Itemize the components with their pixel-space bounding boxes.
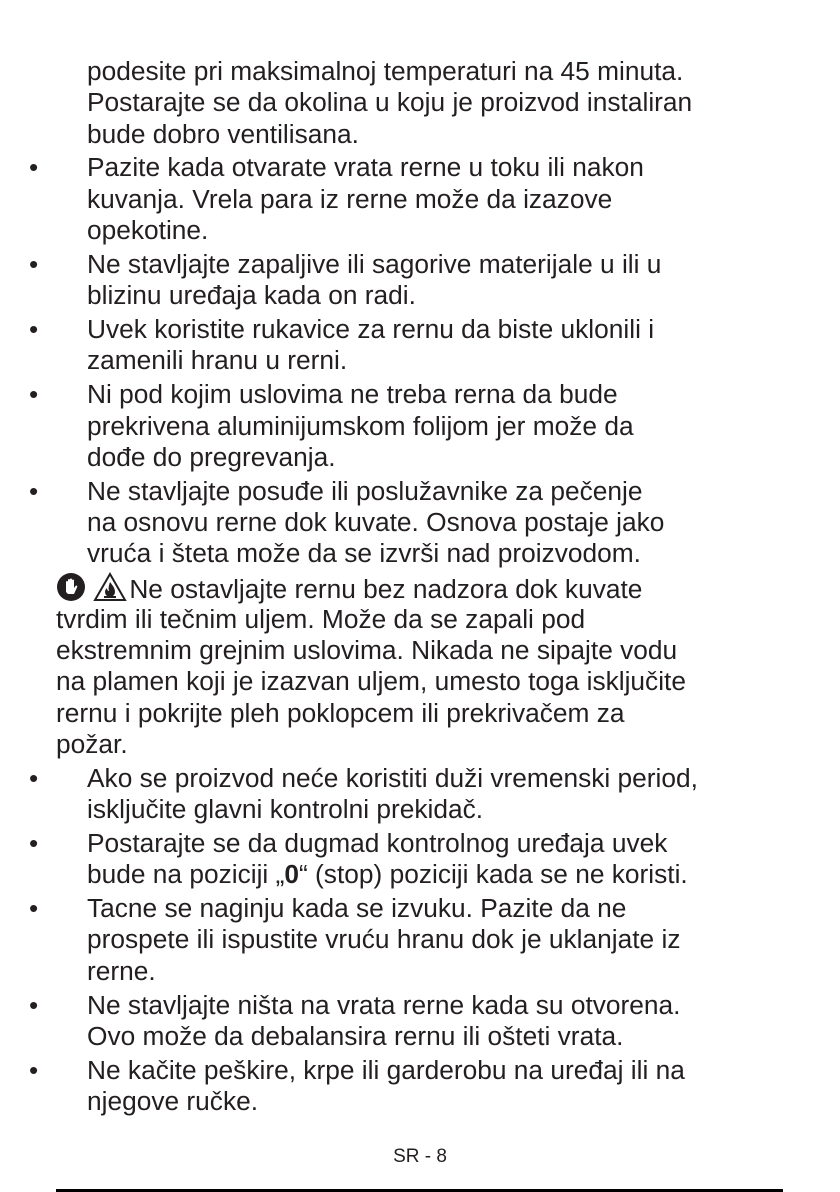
text-line: blizinu uređaja kada on radi. bbox=[87, 280, 416, 311]
bullet-marker: • bbox=[29, 893, 39, 924]
bullet-marker: • bbox=[29, 152, 39, 183]
list-item bbox=[0, 893, 840, 987]
list-item bbox=[0, 314, 840, 377]
text-line: na osnovu rerne dok kuvate. Osnova postaje jako bbox=[87, 507, 665, 538]
bullet-marker: • bbox=[29, 314, 39, 345]
text-line: požar. bbox=[56, 728, 128, 759]
text-line: njegove ručke. bbox=[87, 1086, 259, 1117]
text-line: prekrivena aluminijumskom folijom jer može da bbox=[87, 410, 634, 441]
text-line: rernu i pokrijte pleh poklopcem ili prekrivačem za bbox=[56, 697, 625, 728]
bullet-marker: • bbox=[29, 248, 39, 279]
text-line: Ni pod kojim uslovima ne treba rerna da bude bbox=[87, 379, 618, 410]
text-line: Ne kačite peškire, krpe ili garderobu na uređaj ili na bbox=[87, 1054, 685, 1085]
text-line: vruća i šteta može da se izvrši nad proizvodom. bbox=[87, 538, 641, 569]
list-item bbox=[0, 990, 840, 1053]
text-line: podesite pri maksimalnoj temperaturi na 45 minuta. bbox=[87, 56, 684, 86]
bullet-marker: • bbox=[29, 1054, 39, 1085]
text-line: prospete ili ispustite vruću hranu dok je uklanjate iz bbox=[87, 924, 681, 955]
list-item bbox=[0, 249, 840, 312]
text-line: Ne stavljajte zapaljive ili sagorive materijale u ili u bbox=[87, 248, 662, 279]
text-line: Ne stavljajte ništa na vrata rerne kada su otvorena. bbox=[87, 989, 681, 1020]
text-line bbox=[0, 859, 840, 890]
list-item bbox=[0, 763, 840, 826]
text-line: Ako se proizvod neće koristiti duži vremenski period, bbox=[87, 762, 698, 793]
text-line: opekotine. bbox=[87, 215, 209, 246]
text-line: na plamen koji je izazvan uljem, umesto toga isključite bbox=[56, 666, 686, 697]
warning-paragraph bbox=[0, 572, 840, 760]
page-number: SR - 8 bbox=[393, 1146, 447, 1167]
bullet-marker: • bbox=[29, 827, 39, 858]
list-item bbox=[0, 1055, 840, 1118]
bullet-marker: • bbox=[29, 379, 39, 410]
text-line: isključite glavni kontrolni prekidač. bbox=[87, 793, 484, 824]
text-line: bude dobro ventilisana. bbox=[87, 118, 359, 149]
text-line: Postarajte se da dugmad kontrolnog uređaja uvek bbox=[87, 827, 668, 858]
bullet-marker: • bbox=[29, 762, 39, 793]
bullet-marker: • bbox=[29, 989, 39, 1020]
document-body bbox=[0, 56, 840, 1117]
list-item bbox=[0, 379, 840, 473]
bullet-marker: • bbox=[29, 475, 39, 506]
hand-stop-icon bbox=[56, 572, 86, 602]
text-line: Ne stavljajte posuđe ili poslužavnike za pečenje bbox=[87, 475, 643, 506]
list-item bbox=[0, 828, 840, 891]
text-line: Pazite kada otvarate vrata rerne u toku ili nakon bbox=[87, 152, 644, 183]
list-item bbox=[0, 152, 840, 246]
text-line: rerne. bbox=[87, 955, 156, 986]
bullet-list bbox=[0, 763, 840, 1118]
text-segment: “ (stop) poziciji kada se ne koristi. bbox=[298, 859, 688, 890]
text-line: tvrdim ili tečnim uljem. Može da se zapali pod bbox=[56, 603, 586, 634]
text-line: Tacne se naginju kada se izvuku. Pazite da ne bbox=[87, 893, 627, 924]
bullet-list bbox=[0, 152, 840, 569]
text-line: dođe do pregrevanja. bbox=[87, 441, 336, 472]
text-line: ekstremnim grejnim uslovima. Nikada ne sipajte vodu bbox=[56, 634, 678, 665]
text-line: zamenili hranu u rerni. bbox=[87, 345, 348, 376]
text-line: Uvek koristite rukavice za rernu da biste uklonili i bbox=[87, 314, 655, 345]
text-line: Postarajte se da okolina u koju je proizvod instaliran bbox=[87, 87, 693, 118]
warning-icons bbox=[56, 572, 127, 609]
text-line: Ovo može da debalansira rernu ili ošteti vrata. bbox=[87, 1020, 624, 1051]
stop-position-value: 0 bbox=[284, 859, 299, 890]
text-line: kuvanja. Vrela para iz rerne može da izazove bbox=[87, 183, 613, 214]
continuation-paragraph bbox=[0, 56, 840, 150]
text-segment: bude na poziciji „ bbox=[87, 859, 285, 890]
list-item bbox=[0, 476, 840, 570]
flammable-warning-icon bbox=[93, 572, 127, 602]
text-line: Ne ostavljajte rernu bez nadzora dok kuvate bbox=[129, 574, 643, 605]
